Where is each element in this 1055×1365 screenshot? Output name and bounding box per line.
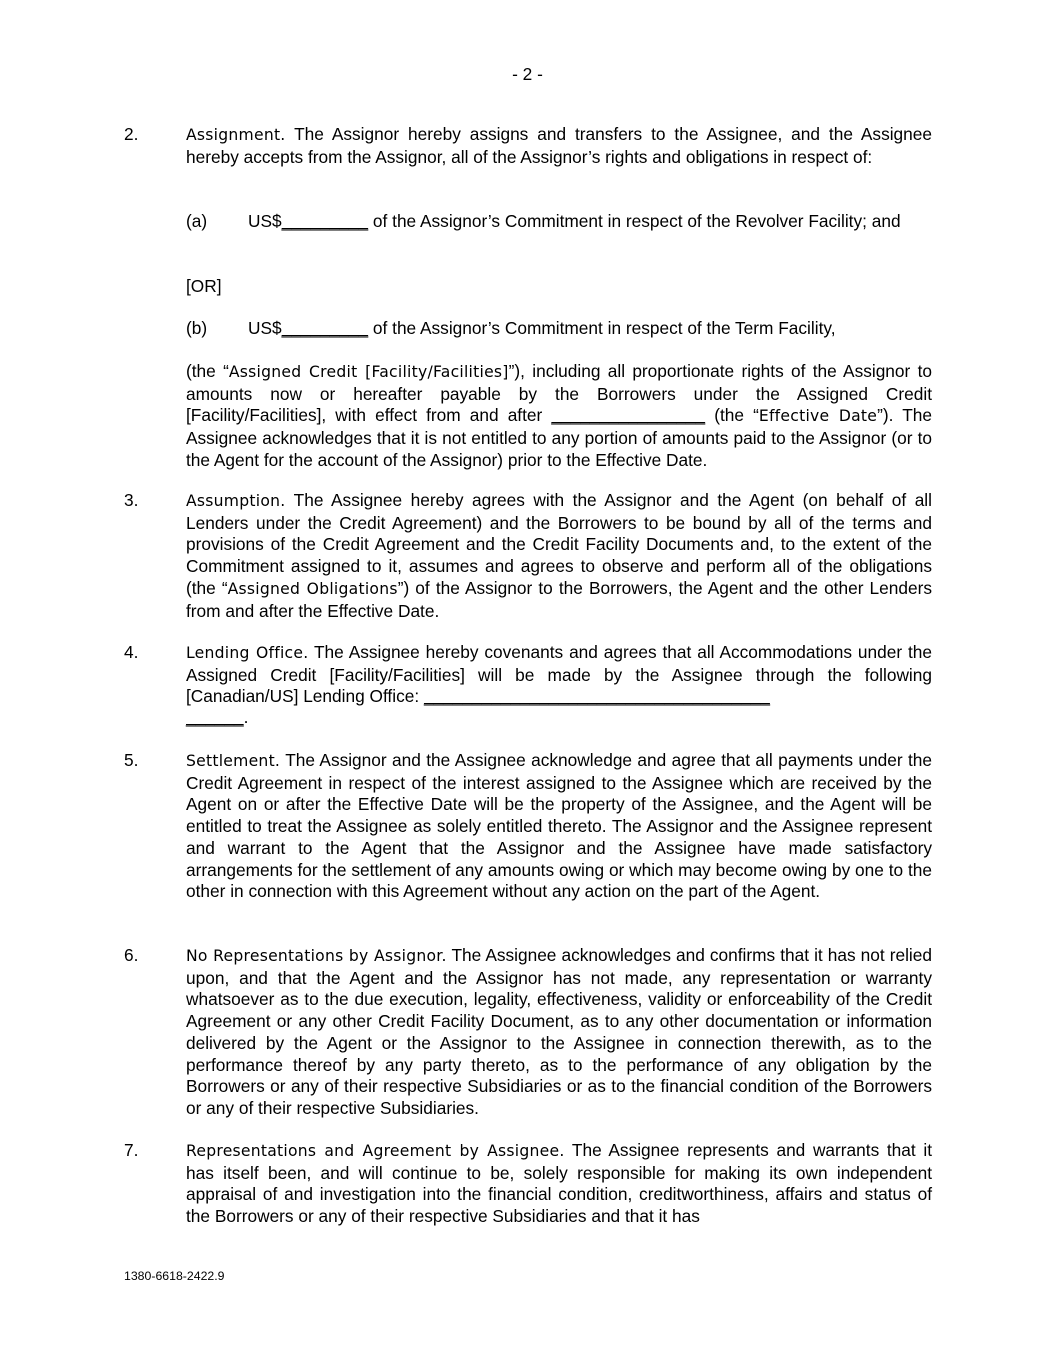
subitem-body: of the Assignor’s Commitment in respect of the Term Facility, — [368, 318, 836, 338]
section-number: 4. — [124, 642, 139, 662]
text-run: ”) of the Assignor to the Borrowers, the Agent and the other Lenders from and after the Effective Date. — [186, 577, 933, 621]
lending-office-blank: ____________________________________ — [423, 686, 770, 707]
text-run: ”), including all proportionate rights of the Assignor to amounts now or hereafter payable by the Borrowers under the Assigned Credit [Facility/Facilities], with effect from and after — [186, 361, 932, 426]
subitem-label: (a) — [186, 211, 208, 231]
lending-office-blank-continued: ______ — [186, 707, 244, 727]
text-run: The Assignee represents and warrants that it has itself been, and will continue to be, solely responsible for making its own independent appraisal of and investigation into the financial condition, creditworthiness, affairs and status of the Borrowers or any of their respective Subsidiaries and that it has — [186, 1140, 932, 1227]
section-heading: Lending Office. — [186, 644, 309, 662]
section-number: 3. — [124, 490, 139, 510]
text-run: The Assignee acknowledges and confirms that it has not relied upon, and that the Agent and the Assignor has not made, any representation or warranty whatsoever as to the due execution, legality, effectiveness, validity or enforceability of the Credit Agreement or any other Credit Facility Document, as to any other documentation or information delivered by the Agent or the Assignor to the Assignee in connection therewith, as to the performance thereof by any party thereto, as to the performance of any obligation by the Borrowers or any of their respective Subsidiaries or as to the financial condition of the Borrowers or any of their respective Subsidiaries. — [186, 945, 932, 1118]
section-number: 2. — [124, 124, 139, 144]
or-text: [OR] — [186, 276, 222, 296]
defined-term: Assigned Obligations — [227, 579, 398, 598]
text-run: The Assignee hereby covenants and agrees that all Accommodations under the Assigned Credit [Facility/Facilities] will be made by the Assignee through the following [Canadian/US] Lending Office: — [186, 642, 932, 707]
section-4-body — [186, 642, 932, 708]
text-run: . — [243, 707, 249, 727]
text-run: The Assignee hereby agrees with the Assignor and the Agent (on behalf of all Lenders under the Credit Agreement) and the Borrowers to be bound by all of the terms and provisions of the Credit Agreement and the Credit Facility Documents and, to the extent of the Commitment assigned to it, assumes and agrees to observe and perform all of the obligations (the “ — [186, 490, 932, 598]
section-3-body — [186, 490, 932, 622]
text-run: The Assignor and the Assignee acknowledge and agree that all payments under the Credit Agreement in respect of the interest assigned to the Assignee which are received by the Agent on or after the Effective Date will be the property of the Assignee, and the Agent will be entitled to treat the Assignee as solely entitled thereto. The Assignor and the Assignee represent and warrant to the Agent that the Assignor and the Assignee have made satisfactory arrangements for the settlement of any amounts owing or which may become owing by one to the other in connection with this Agreement without any action on the part of the Agent. — [186, 750, 932, 902]
date-blank: ________________ — [551, 405, 706, 426]
subitem-label: (b) — [186, 318, 208, 338]
section-4-end — [186, 707, 932, 729]
section-heading: Representations and Agreement by Assignee. — [186, 1142, 565, 1160]
document-id-footer: 1380-6618-2422.9 — [124, 1269, 225, 1283]
text-run: (the “ — [186, 361, 229, 381]
currency-prefix: US$ — [248, 211, 282, 231]
amount-blank: _________ — [281, 211, 369, 231]
amount-blank: _________ — [281, 318, 369, 338]
currency-prefix: US$ — [248, 318, 282, 338]
section-2-intro — [186, 124, 932, 168]
or-marker — [186, 276, 932, 298]
subitem-text — [248, 211, 932, 233]
text-run: (the “ — [705, 405, 759, 426]
section-5-body — [186, 750, 932, 903]
section-heading: Settlement. — [186, 752, 281, 770]
section-2-paragraph — [186, 361, 932, 472]
section-number: 5. — [124, 750, 139, 770]
section-heading: No Representations by Assignor. — [186, 947, 447, 965]
section-heading: Assignment. — [186, 126, 286, 144]
section-6-body — [186, 945, 932, 1120]
text-run: ”). The Assignee acknowledges that it is not entitled to any portion of amounts paid to the Assignor (or to the Agent for the account of the Assignor) prior to the Effective Date. — [186, 405, 932, 470]
page-number: - 2 - — [512, 64, 543, 84]
section-heading: Assumption. — [186, 492, 286, 510]
section-number: 6. — [124, 945, 139, 965]
section-7-body — [186, 1140, 932, 1228]
defined-term: Effective Date — [758, 407, 878, 426]
section-text: The Assignor hereby assigns and transfers to the Assignee, and the Assignee hereby accepts from the Assignor, all of the Assignor’s rights and obligations in respect of: — [186, 124, 932, 167]
defined-term: Assigned Credit [Facility/Facilities] — [228, 363, 509, 381]
section-number: 7. — [124, 1140, 139, 1160]
subitem-text — [248, 318, 932, 340]
subitem-body: of the Assignor’s Commitment in respect of the Revolver Facility; and — [368, 211, 901, 231]
